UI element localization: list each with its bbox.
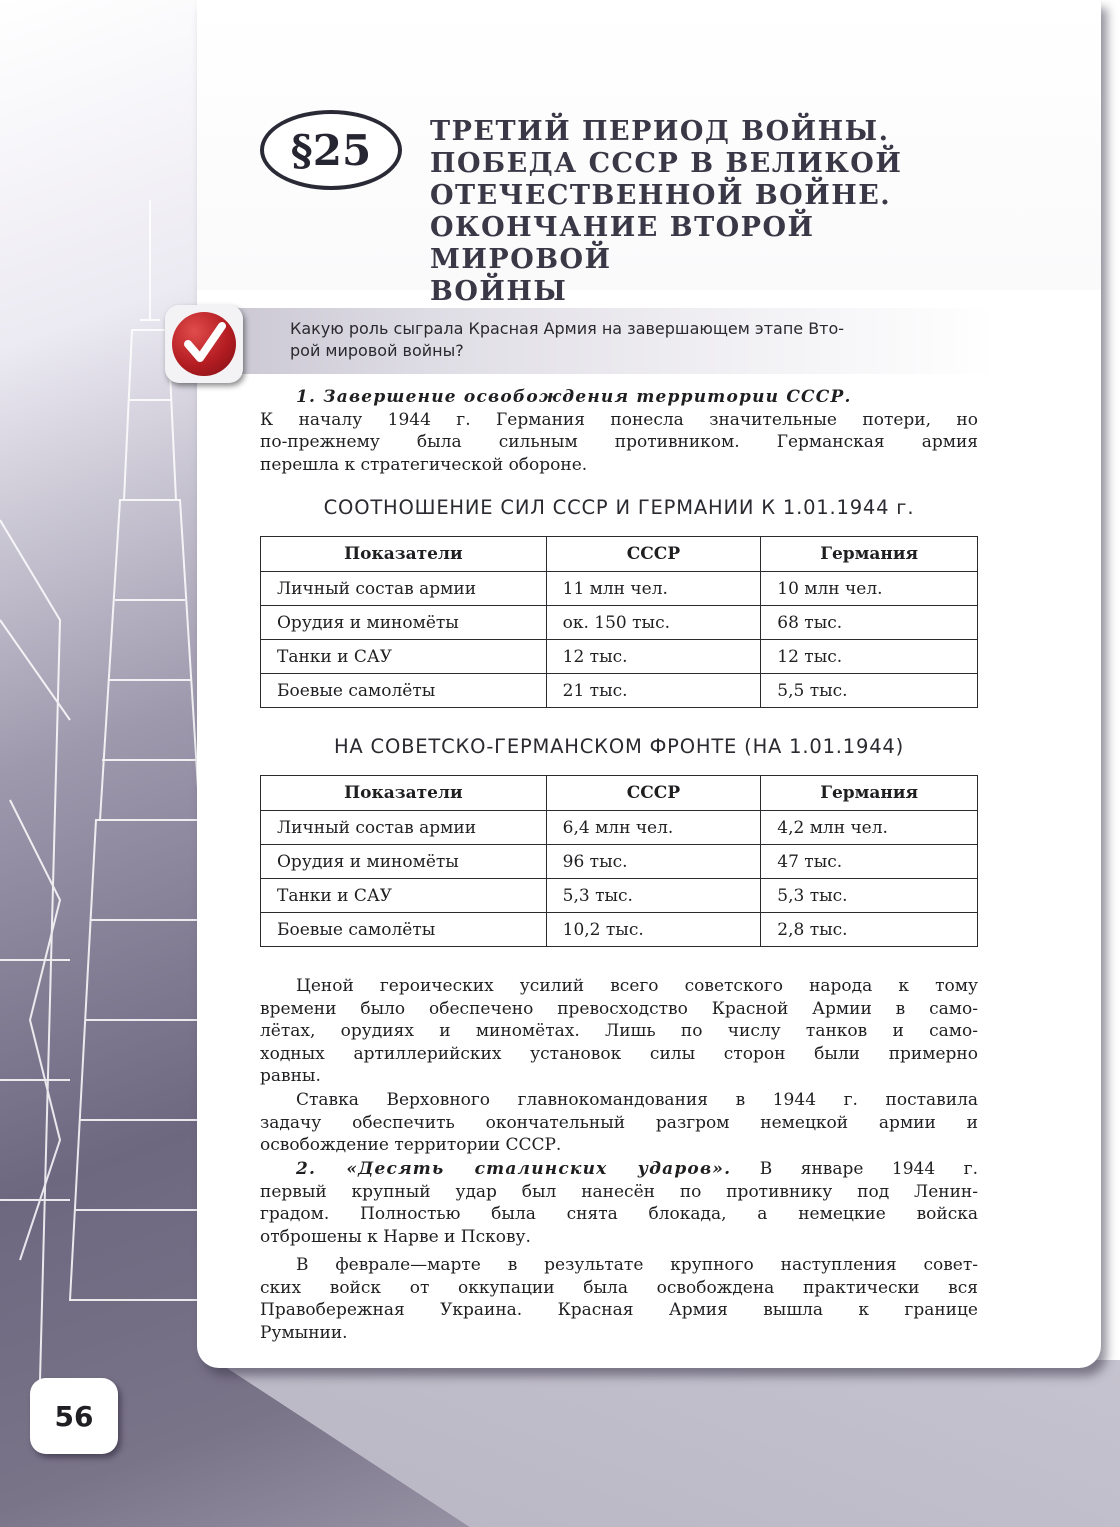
chapter-title — [430, 116, 990, 308]
table-caption: НА СОВЕТСКО-ГЕРМАНСКОМ ФРОНТЕ (НА 1.01.1944) — [333, 735, 905, 758]
review-question — [290, 318, 990, 362]
title-line: ОКОНЧАНИЕ ВТОРОЙ МИРОВОЙ — [430, 212, 815, 275]
section-2-first-line — [260, 1158, 978, 1181]
column-header: Показатели — [261, 776, 547, 811]
table-row — [261, 913, 978, 947]
table-cell: 5,3 тыс. — [761, 879, 978, 913]
text-line: времени было обеспечено превосходство Красной Армии в само- — [260, 998, 978, 1019]
table-cell: 68 тыс. — [761, 606, 978, 640]
table-cell: 12 тыс. — [546, 640, 761, 674]
section-heading: 2. «Десять сталинских ударов». — [296, 1159, 732, 1179]
table-cell: 96 тыс. — [546, 845, 761, 879]
table-cell: 47 тыс. — [761, 845, 978, 879]
table-row — [261, 572, 978, 606]
text-line: перешла к стратегической обороне. — [260, 454, 588, 475]
table-cell: Личный состав армии — [261, 811, 547, 845]
table-cell: 5,5 тыс. — [761, 674, 978, 708]
section-2 — [260, 1158, 978, 1248]
paragraph-superiority — [260, 975, 978, 1088]
table-cell: Боевые самолёты — [261, 913, 547, 947]
text-line: освобождение территории СССР. — [260, 1135, 562, 1155]
title-line: ТРЕТИЙ ПЕРИОД ВОЙНЫ. — [430, 116, 890, 147]
table-cell: Личный состав армии — [261, 572, 547, 606]
table-row — [261, 640, 978, 674]
table-cell: 2,8 тыс. — [761, 913, 978, 947]
table-row — [261, 606, 978, 640]
text-line: Румынии. — [260, 1322, 348, 1343]
table-cell: Танки и САУ — [261, 640, 547, 674]
table-cell: 10,2 тыс. — [546, 913, 761, 947]
column-header: Германия — [761, 776, 978, 811]
table-cell: 10 млн чел. — [761, 572, 978, 606]
column-header: СССР — [546, 776, 761, 811]
text-line: по-прежнему была сильным противником. Германская армия — [260, 432, 978, 452]
table-cell: 11 млн чел. — [546, 572, 761, 606]
column-header: СССР — [546, 537, 761, 572]
text-line: Правобережная Украина. Красная Армия вышла к границе — [260, 1300, 978, 1320]
paragraph-badge: §25 — [260, 110, 402, 190]
column-header: Показатели — [261, 537, 547, 572]
table-cell: 5,3 тыс. — [546, 879, 761, 913]
table-cell: ок. 150 тыс. — [546, 606, 761, 640]
text-line: равны. — [260, 1066, 321, 1086]
text-line: Ценой героических усилий всего советского народа к тому — [296, 976, 978, 996]
table-cell: Орудия и миномёты — [261, 845, 547, 879]
text-line: лётах, орудиях и миномётах. Лишь по числу танков и само- — [260, 1021, 978, 1041]
table-cell: Орудия и миномёты — [261, 606, 547, 640]
column-header: Германия — [761, 537, 978, 572]
section-1 — [260, 386, 978, 476]
table-header-row — [261, 537, 978, 572]
table-cell: Танки и САУ — [261, 879, 547, 913]
table-caption: СООТНОШЕНИЕ СИЛ СССР И ГЕРМАНИИ К 1.01.1944 г. — [323, 496, 915, 519]
question-line: рой мировой войны? — [290, 341, 464, 360]
text-line: первый крупный удар был нанесён по противнику под Ленин- — [260, 1181, 978, 1202]
checkmark-glyph — [172, 312, 236, 376]
table-cell: 12 тыс. — [761, 640, 978, 674]
title-line: ВОЙНЫ — [430, 276, 568, 307]
text-fragment: В январе 1944 г. — [731, 1159, 978, 1179]
table-row — [261, 879, 978, 913]
table-row — [261, 845, 978, 879]
title-line: ПОБЕДА СССР В ВЕЛИКОЙ — [430, 148, 903, 179]
text-line: отброшены к Нарве и Пскову. — [260, 1226, 531, 1247]
text-line: градом. Полностью была снята блокада, а немецкие войска — [260, 1204, 978, 1224]
checkmark-icon — [165, 305, 243, 383]
forces-table-overall — [260, 536, 978, 708]
table-cell: 4,2 млн чел. — [761, 811, 978, 845]
text-line: В феврале—марте в результате крупного наступления совет- — [296, 1255, 978, 1275]
section-heading: 1. Завершение освобождения территории СССР. — [296, 387, 852, 407]
text-line: задачу обеспечить окончательный разгром немецкой армии и — [260, 1112, 978, 1133]
question-line: Какую роль сыграла Красная Армия на завершающем этапе Вто- — [290, 319, 845, 338]
title-line: ОТЕЧЕСТВЕННОЙ ВОЙНЕ. — [430, 180, 892, 211]
text-line: ских войск от оккупации была освобождена практически вся — [260, 1277, 978, 1298]
table-header-row — [261, 776, 978, 811]
paragraph-ukraine — [260, 1254, 978, 1344]
table-cell: 21 тыс. — [546, 674, 761, 708]
table-row — [261, 811, 978, 845]
table-cell: 6,4 млн чел. — [546, 811, 761, 845]
paragraph-stavka — [260, 1089, 978, 1157]
table-row — [261, 674, 978, 708]
forces-table-front — [260, 775, 978, 947]
text-line: Ставка Верховного главнокомандования в 1944 г. поставила — [296, 1090, 978, 1110]
text-line: К началу 1944 г. Германия понесла значительные потери, но — [260, 409, 978, 430]
text-line: ходных артиллерийских установок силы сторон были примерно — [260, 1043, 978, 1064]
checkmark-circle — [172, 312, 236, 376]
page-number: 56 — [30, 1378, 118, 1454]
table-cell: Боевые самолёты — [261, 674, 547, 708]
